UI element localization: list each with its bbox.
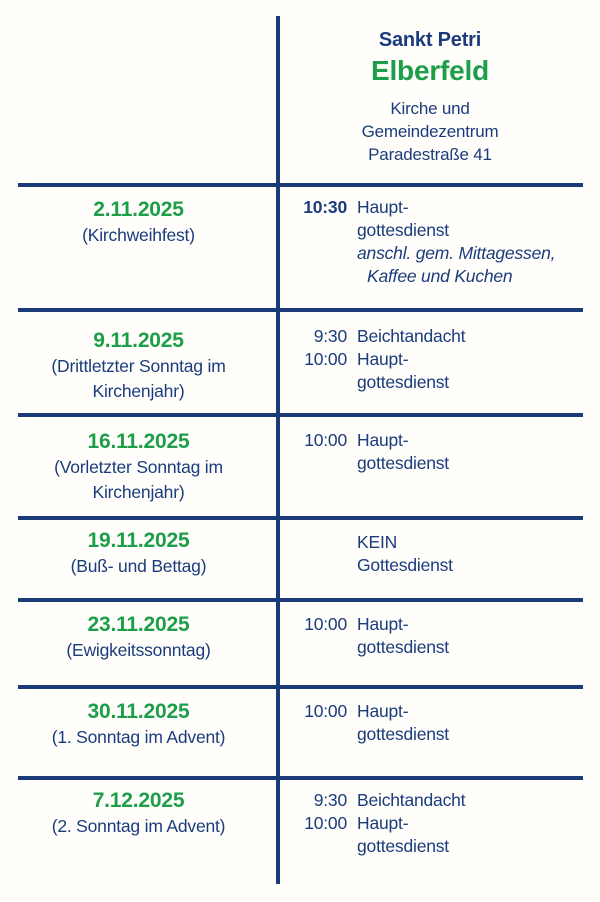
service-time: 10:00 bbox=[304, 430, 347, 450]
occasion-label: (Drittletzter Sonntag im Kirchenjahr) bbox=[51, 356, 226, 401]
service-entry bbox=[297, 325, 600, 348]
date-cell bbox=[0, 598, 277, 685]
date-label: 2.11.2025 bbox=[93, 198, 184, 221]
service-entry bbox=[297, 789, 600, 812]
schedule-row bbox=[0, 516, 600, 598]
service-time bbox=[297, 531, 347, 577]
service-time: 10:30 bbox=[303, 197, 347, 217]
service-entry bbox=[297, 531, 600, 577]
service-time: 10:00 bbox=[304, 614, 347, 634]
service-name: Beichtandacht bbox=[357, 326, 466, 346]
service-time: 10:00 bbox=[304, 701, 347, 721]
service-name: Haupt- gottesdienst bbox=[357, 197, 449, 240]
service-note: anschl. gem. Mittagessen, Kaffee und Kuchen bbox=[357, 243, 556, 286]
service-entry bbox=[297, 613, 600, 659]
service-name: Haupt- gottesdienst bbox=[357, 701, 449, 744]
service-cell bbox=[277, 308, 600, 413]
schedule-row bbox=[0, 183, 600, 308]
service-entry bbox=[297, 196, 600, 242]
service-name: Haupt- gottesdienst bbox=[357, 349, 449, 392]
date-cell bbox=[0, 308, 277, 413]
occasion-label: (Ewigkeitssonntag) bbox=[66, 640, 211, 660]
service-cell bbox=[277, 776, 600, 902]
schedule-row bbox=[0, 598, 600, 685]
service-entry bbox=[297, 700, 600, 746]
date-cell bbox=[0, 413, 277, 516]
date-label: 19.11.2025 bbox=[87, 529, 190, 552]
occasion-label: (Vorletzter Sonntag im Kirchenjahr) bbox=[54, 457, 223, 502]
service-name: Haupt- gottesdienst bbox=[357, 614, 449, 657]
schedule-row bbox=[0, 308, 600, 413]
service-name: KEIN Gottesdienst bbox=[357, 532, 453, 575]
occasion-label: (Kirchweihfest) bbox=[82, 225, 195, 245]
date-label: 9.11.2025 bbox=[93, 329, 184, 352]
service-time: 9:30 bbox=[313, 326, 347, 346]
service-time: 10:00 bbox=[304, 349, 347, 369]
service-name: Beichtandacht bbox=[357, 790, 466, 810]
occasion-label: (1. Sonntag im Advent) bbox=[51, 727, 226, 747]
address bbox=[277, 97, 583, 166]
church-name: Sankt Petri bbox=[378, 29, 482, 51]
schedule-row bbox=[0, 413, 600, 516]
service-cell bbox=[277, 516, 600, 598]
service-time: 10:00 bbox=[304, 813, 347, 833]
date-cell bbox=[0, 183, 277, 308]
date-cell bbox=[0, 776, 277, 902]
occasion-label: (2. Sonntag im Advent) bbox=[51, 816, 226, 836]
date-label: 30.11.2025 bbox=[87, 700, 190, 723]
date-label: 7.12.2025 bbox=[92, 789, 185, 812]
schedule-row bbox=[0, 685, 600, 776]
service-cell bbox=[277, 413, 600, 516]
date-cell bbox=[0, 516, 277, 598]
date-cell bbox=[0, 685, 277, 776]
address-line: Kirche und bbox=[390, 99, 470, 118]
service-time: 9:30 bbox=[313, 790, 347, 810]
schedule-table bbox=[0, 183, 600, 902]
service-entry bbox=[297, 812, 600, 858]
service-name: Haupt- gottesdienst bbox=[357, 813, 449, 856]
address-line: Gemeindezentrum bbox=[361, 122, 499, 141]
occasion-label: (Buß- und Bettag) bbox=[70, 556, 207, 576]
service-cell bbox=[277, 183, 600, 308]
header bbox=[277, 0, 583, 166]
service-name: Haupt- gottesdienst bbox=[357, 430, 449, 473]
service-cell bbox=[277, 598, 600, 685]
address-line: Paradestraße 41 bbox=[368, 145, 492, 164]
date-label: 16.11.2025 bbox=[87, 430, 190, 453]
service-cell bbox=[277, 685, 600, 776]
service-entry bbox=[297, 429, 600, 475]
location-name: Elberfeld bbox=[370, 55, 489, 86]
service-entry bbox=[297, 348, 600, 394]
schedule-row bbox=[0, 776, 600, 902]
date-label: 23.11.2025 bbox=[87, 613, 190, 636]
